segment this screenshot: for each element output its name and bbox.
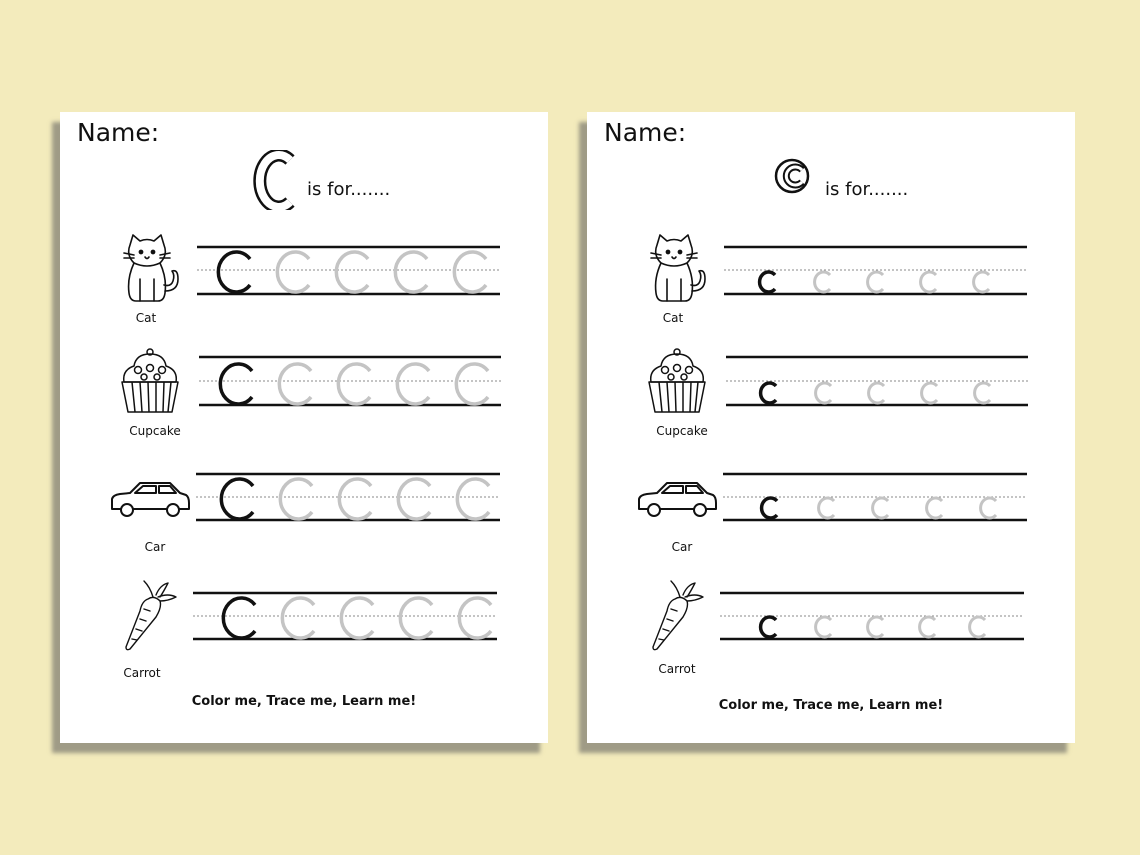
list-item bbox=[587, 457, 1075, 567]
list-item bbox=[60, 230, 548, 340]
tracing-lines bbox=[587, 457, 1075, 567]
tracing-lines bbox=[60, 340, 548, 450]
tracing-lines bbox=[60, 575, 548, 685]
word-label: Car bbox=[144, 540, 166, 554]
title bbox=[60, 150, 548, 210]
name-label: Name: bbox=[604, 118, 687, 147]
footer-text: Color me, Trace me, Learn me! bbox=[718, 698, 944, 713]
word-label: Car bbox=[671, 540, 693, 554]
list-item bbox=[60, 340, 548, 450]
worksheet-lowercase bbox=[587, 112, 1075, 743]
title bbox=[587, 150, 1075, 210]
tracing-lines bbox=[587, 230, 1075, 340]
tracing-lines bbox=[587, 575, 1075, 685]
list-item bbox=[60, 457, 548, 567]
tracing-lines bbox=[60, 230, 548, 340]
name-label: Name: bbox=[77, 118, 160, 147]
tracing-lines bbox=[60, 457, 548, 567]
outline-letter-c-icon bbox=[60, 150, 548, 210]
title-text: is for....... bbox=[825, 179, 909, 200]
word-label: Carrot bbox=[123, 666, 161, 680]
list-item bbox=[587, 340, 1075, 450]
title-text: is for....... bbox=[307, 179, 391, 200]
footer-text: Color me, Trace me, Learn me! bbox=[191, 694, 417, 709]
word-label: Cupcake bbox=[656, 424, 708, 438]
word-label: Carrot bbox=[658, 662, 696, 676]
word-label: Cat bbox=[135, 311, 157, 325]
list-item bbox=[60, 575, 548, 685]
list-item bbox=[587, 575, 1075, 685]
tracing-lines bbox=[587, 340, 1075, 450]
word-label: Cupcake bbox=[129, 424, 181, 438]
list-item bbox=[587, 230, 1075, 340]
worksheet-uppercase bbox=[60, 112, 548, 743]
word-label: Cat bbox=[662, 311, 684, 325]
